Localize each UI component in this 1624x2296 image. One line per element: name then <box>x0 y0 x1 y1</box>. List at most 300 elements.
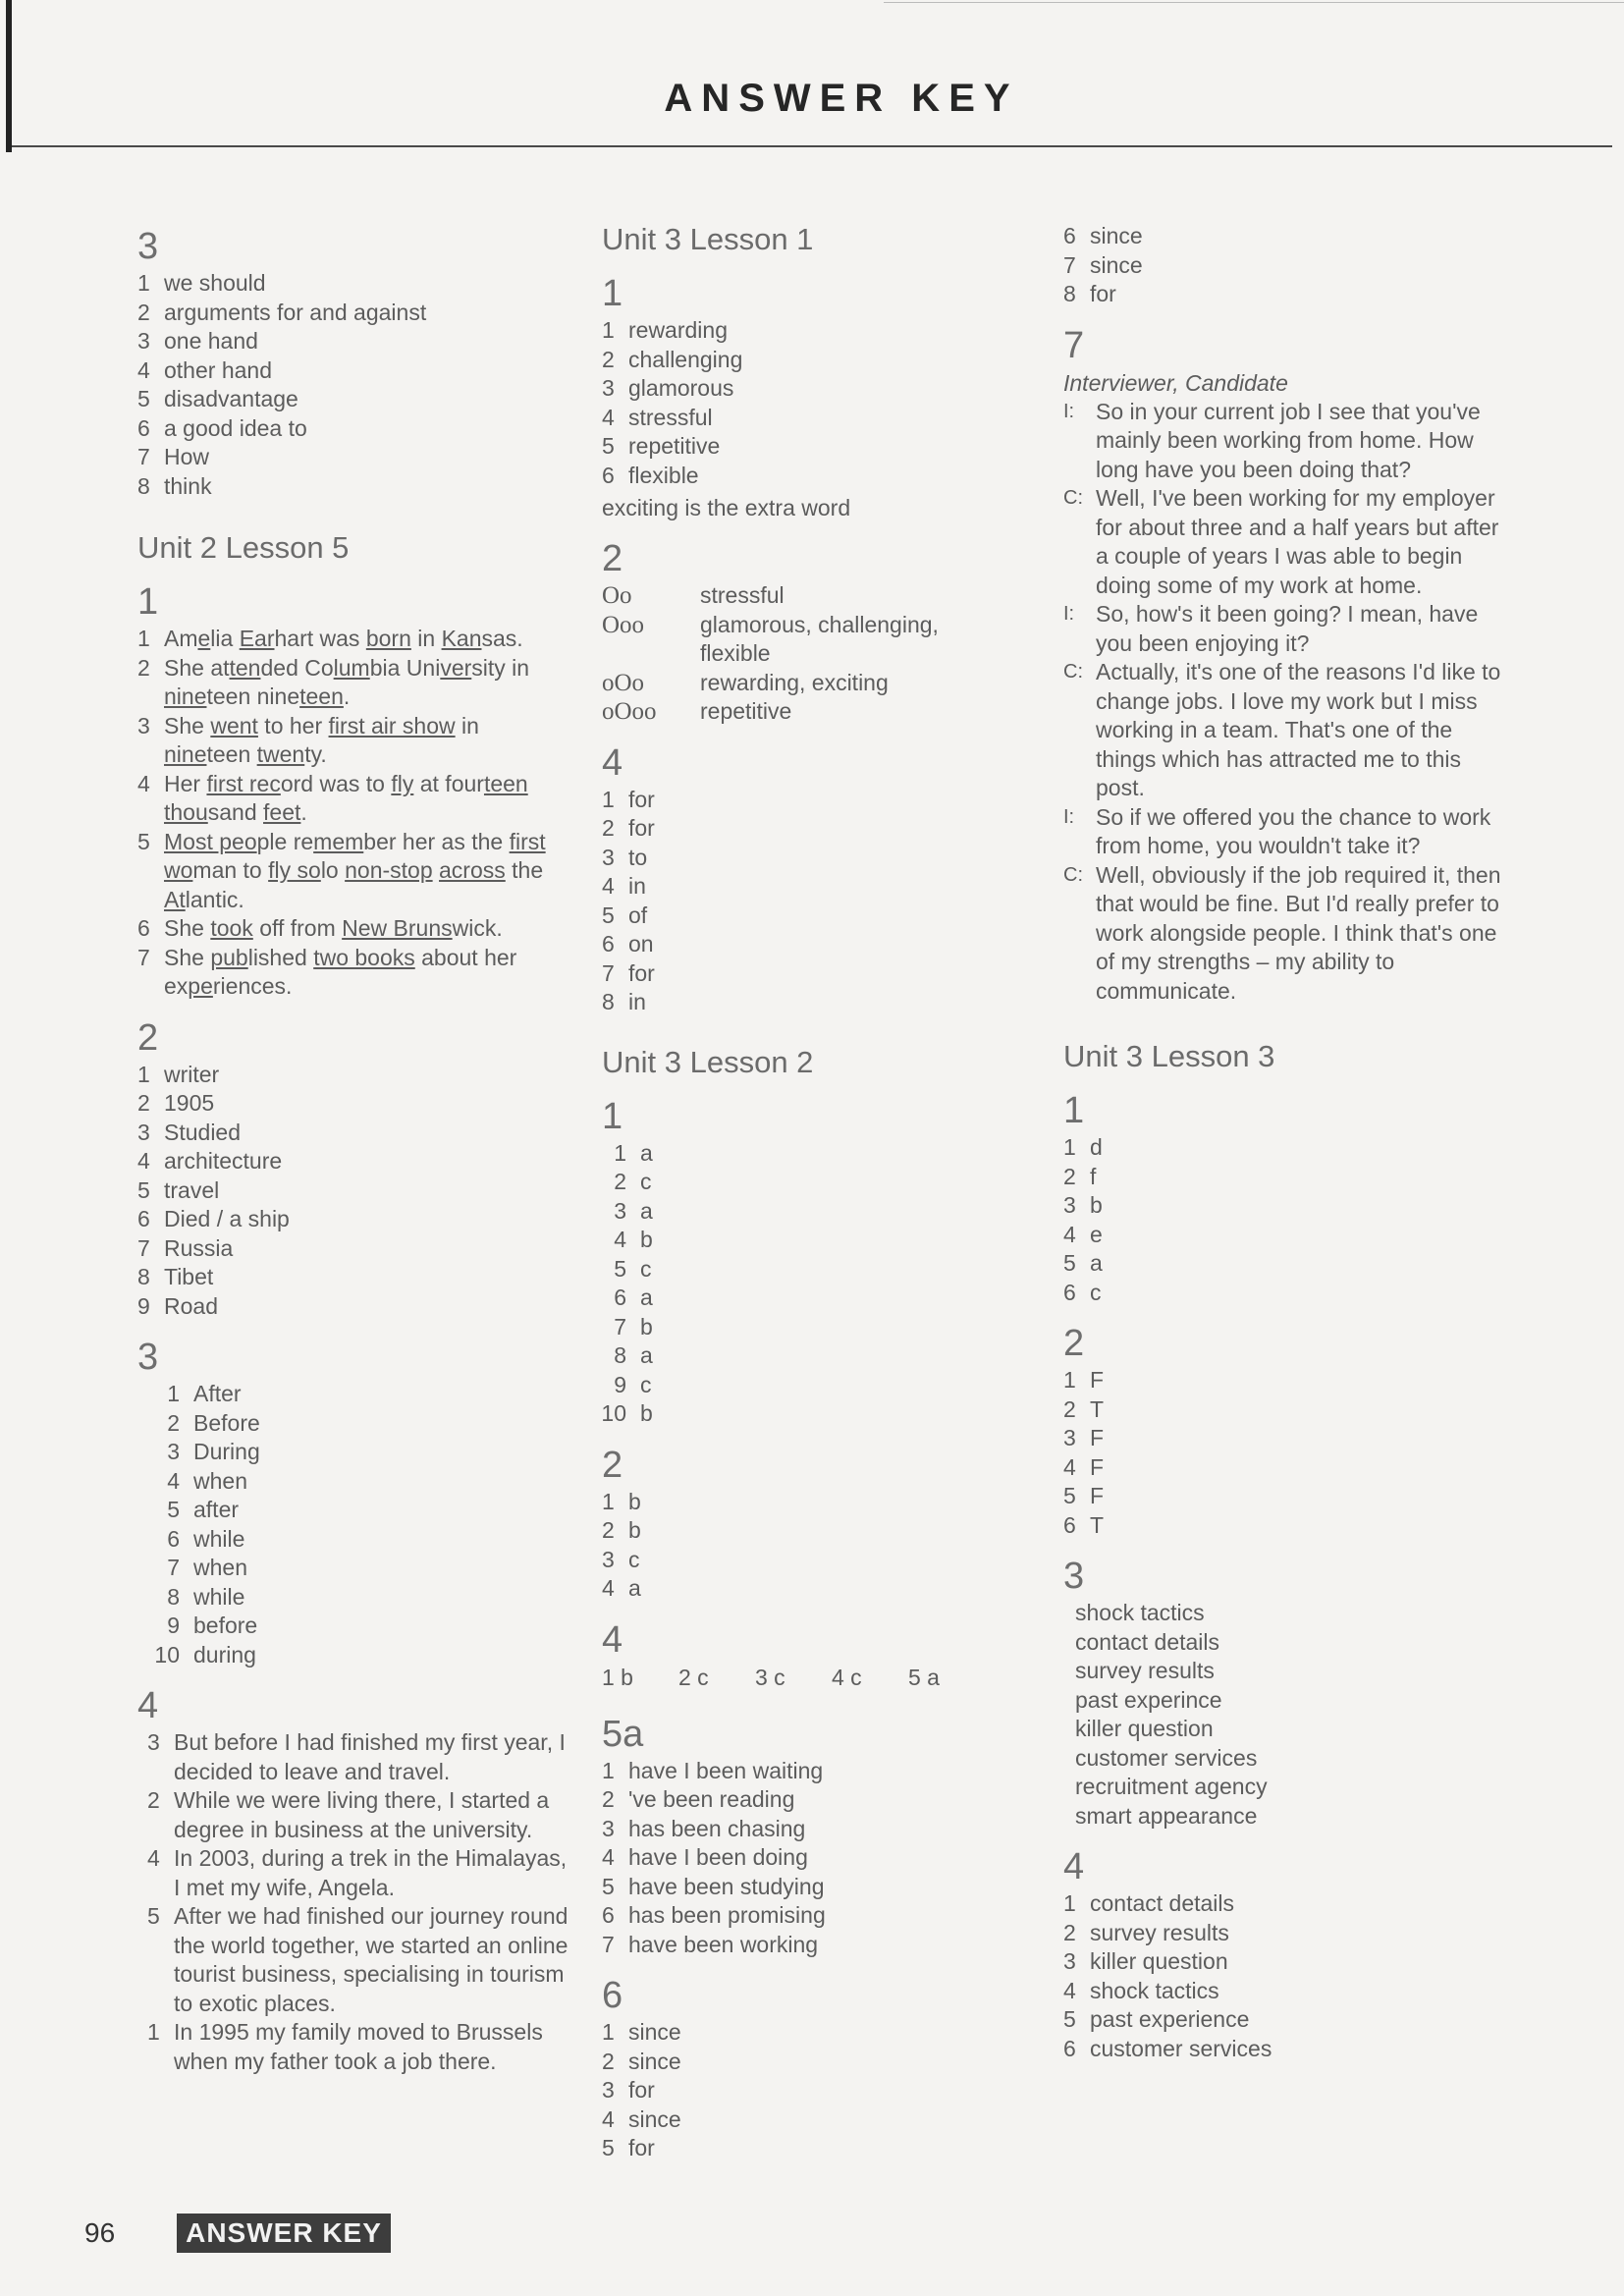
list-item <box>602 2105 1014 2135</box>
item-number: 10 <box>154 1641 180 1667</box>
list-item <box>147 1902 569 2018</box>
stress-pattern: Ooo <box>602 611 645 638</box>
item-number: 6 <box>137 915 150 941</box>
item-number: 8 <box>137 472 150 499</box>
item-text: since <box>1090 223 1143 248</box>
list-item <box>137 770 569 828</box>
item-text: She took off from New Brunswick. <box>164 915 503 941</box>
item-number: 5 <box>1063 1250 1076 1276</box>
item-number: 8 <box>614 1342 626 1368</box>
item-number: 2 <box>602 815 615 841</box>
item-text: disadvantage <box>164 386 298 411</box>
exercise-number: 2 <box>137 1016 159 1059</box>
item-text: in <box>628 989 646 1014</box>
item-number: 3 <box>1063 1948 1076 1974</box>
answer-list <box>137 1061 569 1322</box>
exercise-number: 4 <box>137 1685 159 1726</box>
item-number: 6 <box>1063 223 1076 248</box>
list-item <box>137 1061 569 1090</box>
item-number: 2 <box>602 1786 615 1812</box>
item-number: 1 <box>1063 1367 1076 1393</box>
dialogue-line <box>1063 600 1515 658</box>
phrase-item: survey results <box>1075 1658 1215 1683</box>
item-number: 2 <box>602 1517 615 1543</box>
item-number: 2 <box>137 299 150 325</box>
item-number: 5 <box>602 1873 615 1899</box>
list-item <box>137 385 569 414</box>
item-text: arguments for and against <box>164 299 427 325</box>
item-number: 1 <box>137 270 150 296</box>
footer-label: ANSWER KEY <box>177 2214 391 2253</box>
list-item <box>147 1380 569 1409</box>
unit-heading: Unit 2 Lesson 5 <box>137 530 350 565</box>
speaker-tag: C: <box>1063 487 1083 509</box>
dialogue-line <box>1063 861 1515 1007</box>
item-text: 1905 <box>164 1090 215 1116</box>
stress-words: glamorous, challenging, flexible <box>700 611 939 666</box>
exercise-number: 4 <box>602 1618 623 1661</box>
item-number: 2 <box>1063 1919 1076 1945</box>
item-text: have been studying <box>628 1873 825 1899</box>
item-number: 2 <box>167 1409 180 1436</box>
exercise-number: 2 <box>602 1444 623 1486</box>
phrase-item: customer services <box>1075 1744 1258 1771</box>
list-item <box>1063 1191 1515 1221</box>
item-number: 7 <box>137 944 150 970</box>
item-text: on <box>628 931 654 957</box>
item-text: to <box>628 844 648 870</box>
list-item <box>137 1292 569 1322</box>
item-number: 1 <box>602 1488 615 1514</box>
item-number: 4 <box>602 873 615 899</box>
item-text: contact details <box>1090 1890 1235 1916</box>
unit-heading: Unit 3 Lesson 3 <box>1063 1039 1275 1073</box>
list-item <box>137 944 569 1002</box>
item-number: 3 <box>602 375 615 401</box>
item-text: for <box>628 2135 655 2160</box>
list-item <box>147 1612 569 1641</box>
item-number: 5 <box>602 433 615 459</box>
item-number: 3 <box>602 1815 615 1841</box>
item-text: after <box>193 1497 240 1522</box>
list-item <box>147 1641 569 1670</box>
list-item <box>1063 1163 1515 1192</box>
item-text: How <box>164 444 210 469</box>
list-item <box>137 1234 569 1264</box>
column-3 <box>1063 222 1515 2063</box>
item-text: when <box>193 1467 247 1494</box>
list-item <box>602 2134 1014 2163</box>
item-text: customer services <box>1090 2035 1272 2061</box>
list-item <box>602 1843 1014 1873</box>
item-text: a <box>640 1197 653 1224</box>
item-number: 6 <box>137 414 150 441</box>
item-text: during <box>193 1641 256 1667</box>
list-item <box>1063 251 1515 281</box>
list-item <box>602 988 1014 1017</box>
top-edge-line <box>884 2 1624 3</box>
item-number: 3 <box>137 712 150 738</box>
list-item <box>602 2048 1014 2077</box>
item-number: 1 <box>137 1061 150 1087</box>
item-number: 1 <box>602 786 615 812</box>
item-number: 6 <box>602 931 615 957</box>
item-text: c <box>628 1546 640 1572</box>
item-text: c <box>640 1371 652 1397</box>
item-text: Amelia Earhart was born in Kansas. <box>164 626 523 651</box>
item-text: for <box>1090 281 1116 306</box>
item-number: 2 <box>602 2048 615 2074</box>
stress-words: stressful <box>700 582 785 608</box>
list-item <box>137 712 569 770</box>
item-text: since <box>1090 251 1143 278</box>
exercise-number: 7 <box>1063 324 1085 366</box>
item-text: have I been doing <box>628 1844 808 1870</box>
answer-list <box>1063 1133 1515 1307</box>
stress-pattern: oOoo <box>602 698 657 725</box>
item-text: F <box>1090 1453 1105 1480</box>
list-item <box>137 1205 569 1234</box>
item-text: But before I had finished my first year, I decided to leave and travel. <box>174 1729 566 1784</box>
item-text: f <box>1090 1163 1097 1189</box>
item-number: 7 <box>602 1931 615 1957</box>
item-number: 7 <box>614 1313 626 1339</box>
answer-list-continued <box>1063 222 1515 309</box>
phrase-item: contact details <box>1075 1628 1220 1655</box>
list-item <box>1063 1395 1515 1425</box>
answer-list <box>602 1488 1014 1604</box>
item-number: 5 <box>614 1255 626 1282</box>
item-text: writer <box>164 1061 220 1087</box>
item-text: have been working <box>628 1931 819 1957</box>
list-item <box>137 1263 569 1292</box>
list-item <box>137 356 569 386</box>
list-item <box>602 1488 1014 1517</box>
item-number: 6 <box>602 462 615 488</box>
item-number: 7 <box>602 959 615 986</box>
item-number: 4 <box>167 1467 180 1494</box>
item-text: After we had finished our journey round the world together, we started an online tourist business, specialising in tourism to exotic places. <box>174 1903 568 2016</box>
list-item <box>602 316 1014 346</box>
item-text: While we were living there, I started a degree in business at the university. <box>174 1787 550 1842</box>
item-number: 3 <box>602 844 615 870</box>
list-item <box>602 2018 1014 2048</box>
item-text: we should <box>164 270 266 296</box>
list-item <box>602 1931 1014 1960</box>
item-number: 2 <box>147 1787 160 1813</box>
inline-answer: 4 c <box>832 1664 862 1690</box>
answer-note: exciting is the extra word <box>602 495 851 520</box>
phrase-list <box>1063 1599 1515 1831</box>
list-item <box>137 327 569 356</box>
phrase-item: recruitment agency <box>1075 1774 1268 1799</box>
list-item <box>602 1516 1014 1546</box>
dialogue-text: So, how's it been going? I mean, have you been enjoying it? <box>1096 601 1479 656</box>
answer-list <box>1063 1889 1515 2063</box>
item-text: Tibet <box>164 1264 214 1289</box>
item-number: 5 <box>602 2135 615 2160</box>
list-item <box>137 914 569 944</box>
column-2 <box>602 222 1014 2163</box>
item-number: 3 <box>614 1197 626 1224</box>
item-number: 3 <box>602 1546 615 1572</box>
item-text: T <box>1090 1511 1105 1538</box>
column-1 <box>137 224 569 2076</box>
list-item <box>1063 1279 1515 1308</box>
item-text: when <box>193 1555 247 1580</box>
answer-list <box>602 786 1014 1017</box>
item-number: 6 <box>602 1902 615 1928</box>
item-number: 2 <box>137 654 150 681</box>
exercise-number: 5a <box>602 1713 644 1755</box>
list-item <box>1063 1511 1515 1541</box>
item-text: c <box>1090 1279 1102 1305</box>
item-number: 5 <box>137 828 150 854</box>
stress-row <box>602 697 1014 727</box>
item-number: 6 <box>167 1525 180 1552</box>
stress-pattern: Oo <box>602 582 632 609</box>
item-text: has been chasing <box>628 1815 806 1841</box>
item-text: while <box>193 1525 245 1552</box>
list-item <box>594 1399 1014 1429</box>
item-number: 1 <box>614 1139 626 1166</box>
item-text: for <box>628 959 655 986</box>
list-item <box>137 1089 569 1119</box>
item-text: before <box>193 1613 258 1638</box>
item-number: 4 <box>602 2105 615 2132</box>
list-item <box>147 1496 569 1525</box>
item-number: 8 <box>602 989 615 1014</box>
inline-answer: 3 c <box>755 1664 785 1690</box>
item-text: She published two books about her experiences. <box>164 944 517 999</box>
exercise-number: 1 <box>137 581 159 623</box>
item-text: e <box>1090 1221 1103 1247</box>
item-number: 10 <box>601 1400 626 1426</box>
item-text: In 1995 my family moved to Brussels when my father took a job there. <box>174 2019 543 2074</box>
answer-list <box>137 1728 569 2076</box>
exercise-number: 2 <box>602 538 623 579</box>
list-item <box>1063 1221 1515 1250</box>
item-number: 3 <box>147 1729 160 1755</box>
item-text: c <box>640 1255 652 1282</box>
exercise-number: 6 <box>602 1975 623 2016</box>
item-number: 4 <box>614 1227 626 1252</box>
item-text: T <box>1090 1395 1105 1422</box>
list-item <box>594 1168 1014 1197</box>
stress-words: rewarding, exciting <box>700 669 889 695</box>
list-item <box>602 1785 1014 1815</box>
phrase-item: smart appearance <box>1075 1802 1258 1829</box>
item-text: since <box>628 2105 681 2132</box>
item-number: 1 <box>602 2019 615 2045</box>
stress-row <box>602 611 1014 669</box>
item-text: During <box>193 1439 260 1464</box>
list-item <box>1063 1133 1515 1163</box>
list-item <box>1063 1482 1515 1511</box>
item-number: 8 <box>1063 281 1076 306</box>
stress-words: repetitive <box>700 698 792 724</box>
list-item <box>1063 2035 1515 2064</box>
answer-list <box>602 2018 1014 2163</box>
list-item <box>137 654 569 712</box>
item-number: 3 <box>137 1119 150 1145</box>
item-number: 5 <box>137 1176 150 1203</box>
item-number: 1 <box>1063 1134 1076 1160</box>
item-number: 4 <box>602 1575 615 1601</box>
item-number: 1 <box>1063 1890 1076 1916</box>
list-item <box>1063 222 1515 251</box>
stress-pattern-table <box>602 581 1014 727</box>
list-item <box>594 1313 1014 1342</box>
item-text: F <box>1090 1483 1105 1508</box>
item-number: 8 <box>167 1583 180 1610</box>
item-text: stressful <box>628 404 713 430</box>
item-number: 4 <box>137 770 150 796</box>
item-number: 6 <box>1063 1511 1076 1538</box>
item-number: 7 <box>137 1234 150 1261</box>
item-number: 1 <box>137 626 150 651</box>
list-item <box>137 414 569 444</box>
dialogue-text: Actually, it's one of the reasons I'd like to change jobs. I love my work but I miss working in a team. That's one of the things which has attracted me to this post. <box>1096 659 1501 800</box>
list-item <box>1063 1424 1515 1453</box>
dialogue-line <box>1063 398 1515 485</box>
item-number: 3 <box>602 2077 615 2103</box>
list-item <box>137 1119 569 1148</box>
item-text: Before <box>193 1409 260 1436</box>
item-number: 4 <box>1063 1221 1076 1247</box>
phrase-item: killer question <box>1075 1716 1214 1741</box>
item-text: for <box>628 815 655 841</box>
item-text: survey results <box>1090 1919 1229 1945</box>
phrase-item: shock tactics <box>1075 1600 1205 1625</box>
item-number: 3 <box>1063 1425 1076 1450</box>
answer-list <box>602 316 1014 490</box>
item-text: b <box>1090 1192 1103 1218</box>
item-number: 4 <box>1063 1453 1076 1480</box>
list-item <box>602 374 1014 404</box>
dialogue-line <box>1063 658 1515 803</box>
item-text: since <box>628 2048 681 2074</box>
exercise-number: 2 <box>1063 1323 1085 1364</box>
inline-answer: 1 b <box>602 1664 633 1690</box>
item-text: b <box>640 1313 653 1339</box>
item-text: architecture <box>164 1148 283 1174</box>
list-item <box>602 404 1014 433</box>
item-number: 8 <box>137 1264 150 1289</box>
exercise-number: 3 <box>137 226 159 267</box>
item-text: has been promising <box>628 1902 826 1928</box>
item-number: 2 <box>1063 1395 1076 1422</box>
list-item <box>147 1525 569 1555</box>
item-text: b <box>640 1227 653 1252</box>
list-item <box>1063 1947 1515 1977</box>
item-number: 5 <box>167 1497 180 1522</box>
list-item <box>147 1728 569 1786</box>
unit-heading: Unit 3 Lesson 1 <box>602 222 814 256</box>
list-item <box>602 844 1014 873</box>
item-number: 4 <box>602 404 615 430</box>
item-text: d <box>1090 1134 1103 1160</box>
list-item <box>147 1554 569 1583</box>
page-title: ANSWER KEY <box>664 77 1019 120</box>
item-text: a <box>628 1575 641 1601</box>
answer-list <box>602 1757 1014 1960</box>
item-number: 2 <box>1063 1163 1076 1189</box>
speaker-tag: C: <box>1063 661 1083 683</box>
list-item <box>147 1409 569 1439</box>
list-item <box>602 2076 1014 2105</box>
item-text: Russia <box>164 1234 234 1261</box>
exercise-number: 3 <box>1063 1556 1085 1597</box>
list-item <box>1063 1977 1515 2006</box>
item-text: while <box>193 1583 245 1610</box>
dialogue <box>1063 398 1515 1007</box>
list-item <box>137 299 569 328</box>
list-item <box>1063 1249 1515 1279</box>
item-text: She went to her first air show in nineteen twenty. <box>164 712 479 767</box>
list-item <box>602 959 1014 989</box>
item-text: a good idea to <box>164 414 307 441</box>
item-number: 2 <box>602 346 615 372</box>
item-number: 1 <box>167 1381 180 1406</box>
item-text: a <box>640 1285 653 1310</box>
speaker-tag: I: <box>1063 805 1075 828</box>
list-item <box>594 1341 1014 1371</box>
list-item <box>602 872 1014 902</box>
item-number: 5 <box>1063 2006 1076 2032</box>
list-item <box>594 1139 1014 1169</box>
list-item <box>594 1197 1014 1227</box>
speaker-tag: I: <box>1063 603 1075 625</box>
answer-list <box>594 1139 1014 1429</box>
item-number: 9 <box>137 1292 150 1319</box>
item-text: for <box>628 2077 655 2103</box>
list-item <box>602 902 1014 931</box>
dialogue-line <box>1063 803 1515 861</box>
list-item <box>594 1371 1014 1400</box>
item-text: 've been reading <box>628 1786 795 1812</box>
item-text: glamorous <box>628 375 734 401</box>
item-text: have I been waiting <box>628 1757 824 1783</box>
item-number: 6 <box>614 1285 626 1310</box>
item-text: since <box>628 2019 681 2045</box>
dialogue-text: So if we offered you the chance to work from home, you wouldn't take it? <box>1096 803 1491 858</box>
item-text: Most people remember her as the first woman to fly solo non-stop across the Atlantic. <box>164 828 546 912</box>
list-item <box>602 814 1014 844</box>
header-rule <box>12 145 1612 147</box>
list-item <box>137 1147 569 1176</box>
dialogue-line <box>1063 484 1515 600</box>
list-item <box>602 462 1014 491</box>
dialogue-text: So in your current job I see that you've mainly been working from home. How long have you been doing that? <box>1096 398 1481 482</box>
speaker-tag: C: <box>1063 863 1083 886</box>
stress-row <box>602 581 1014 611</box>
item-number: 7 <box>137 444 150 469</box>
item-text: travel <box>164 1176 220 1203</box>
list-item <box>147 1438 569 1467</box>
item-number: 9 <box>167 1613 180 1638</box>
item-text: b <box>628 1488 641 1514</box>
page-number: 96 <box>84 2217 116 2248</box>
item-text: think <box>164 472 212 499</box>
inline-answers <box>602 1663 1014 1692</box>
item-number: 4 <box>1063 1977 1076 2003</box>
item-text: F <box>1090 1367 1105 1393</box>
item-text: c <box>640 1169 652 1194</box>
list-item <box>602 930 1014 959</box>
item-number: 4 <box>147 1845 160 1871</box>
list-item <box>137 828 569 915</box>
